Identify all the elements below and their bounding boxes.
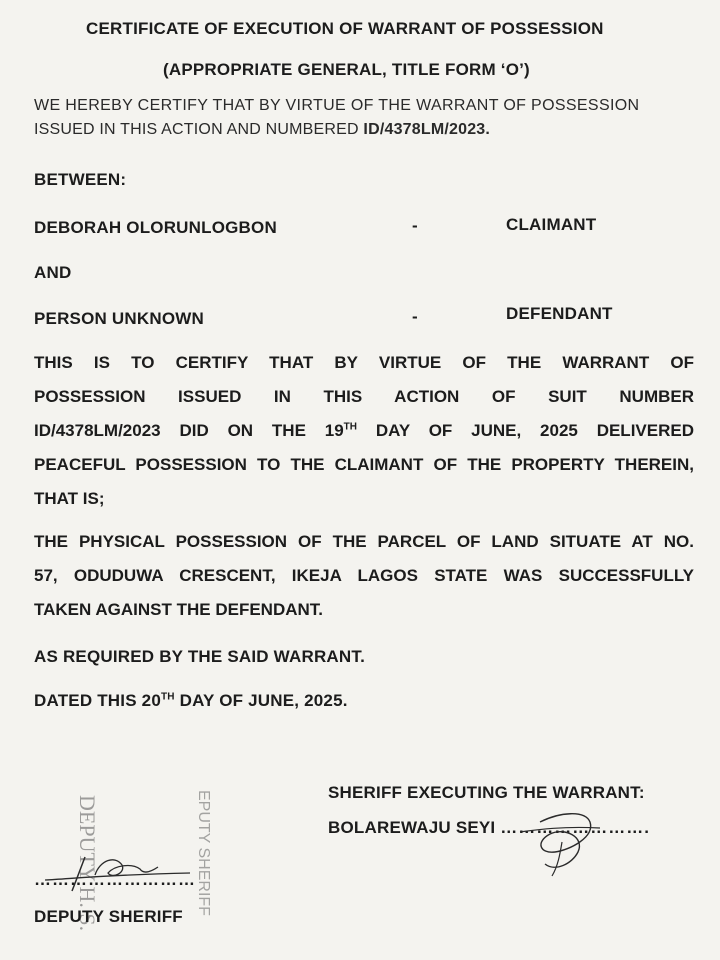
claimant-role: CLAIMANT [506,215,597,234]
sheriff-label: SHERIFF EXECUTING THE WARRANT: [328,783,645,802]
deputy-signature-dots: ……………………… [34,870,196,889]
defendant-role: DEFENDANT [506,304,613,323]
required-line: AS REQUIRED BY THE SAID WARRANT. [34,647,366,666]
sheriff-name: BOLAREWAJU SEYI [328,818,496,837]
property-line-3: TAKEN AGAINST THE DEFENDANT. [34,600,323,619]
deputy-stamp-text: DEPUTY H. S. [75,795,100,932]
certification-line-4: PEACEFUL POSSESSION TO THE CLAIMANT OF THE PROPERTY THEREIN, [34,455,694,474]
defendant-dash: - [412,307,418,326]
certification-line-1: THIS IS TO CERTIFY THAT BY VIRTUE OF THE WARRANT OF [34,353,694,372]
intro-line-1: WE HEREBY CERTIFY THAT BY VIRTUE OF THE WARRANT OF POSSESSION [34,97,640,114]
sheriff-signature-dots: ……………………. [500,818,651,837]
property-line-2: 57, ODUDUWA CRESCENT, IKEJA LAGOS STATE WAS SUCCESSFULLY [34,566,694,585]
dated-line: DATED THIS 20TH DAY OF JUNE, 2025. [34,691,348,710]
certification-line-5: THAT IS; [34,489,105,508]
defendant-name: PERSON UNKNOWN [34,309,204,328]
between-label: BETWEEN: [34,170,127,189]
certification-line-3: ID/4378LM/2023 DID ON THE 19TH DAY OF JUNE, 2025 DELIVERED [34,421,694,440]
deputy-label: DEPUTY SHERIFF [34,907,183,926]
certification-paragraph [34,346,694,516]
claimant-name: DEBORAH OLORUNLOGBON [34,218,277,237]
claimant-dash: - [412,216,418,235]
property-line-1: THE PHYSICAL POSSESSION OF THE PARCEL OF LAND SITUATE AT NO. [34,532,694,551]
document-subtitle: (APPROPRIATE GENERAL, TITLE FORM ‘O’) [163,60,530,79]
and-label: AND [34,263,72,282]
certification-line-2: POSSESSION ISSUED IN THIS ACTION OF SUIT NUMBER [34,387,694,406]
document-title: CERTIFICATE OF EXECUTION OF WARRANT OF POSSESSION [86,19,604,38]
intro-line-2: ISSUED IN THIS ACTION AND NUMBERED ID/4378LM/2023. [34,121,491,138]
deputy-stamp-text-2: EPUTY SHERIFF [195,790,212,916]
property-paragraph [34,525,694,627]
sheriff-signature [500,792,610,882]
warrant-number: ID/4378LM/2023. [363,121,491,138]
